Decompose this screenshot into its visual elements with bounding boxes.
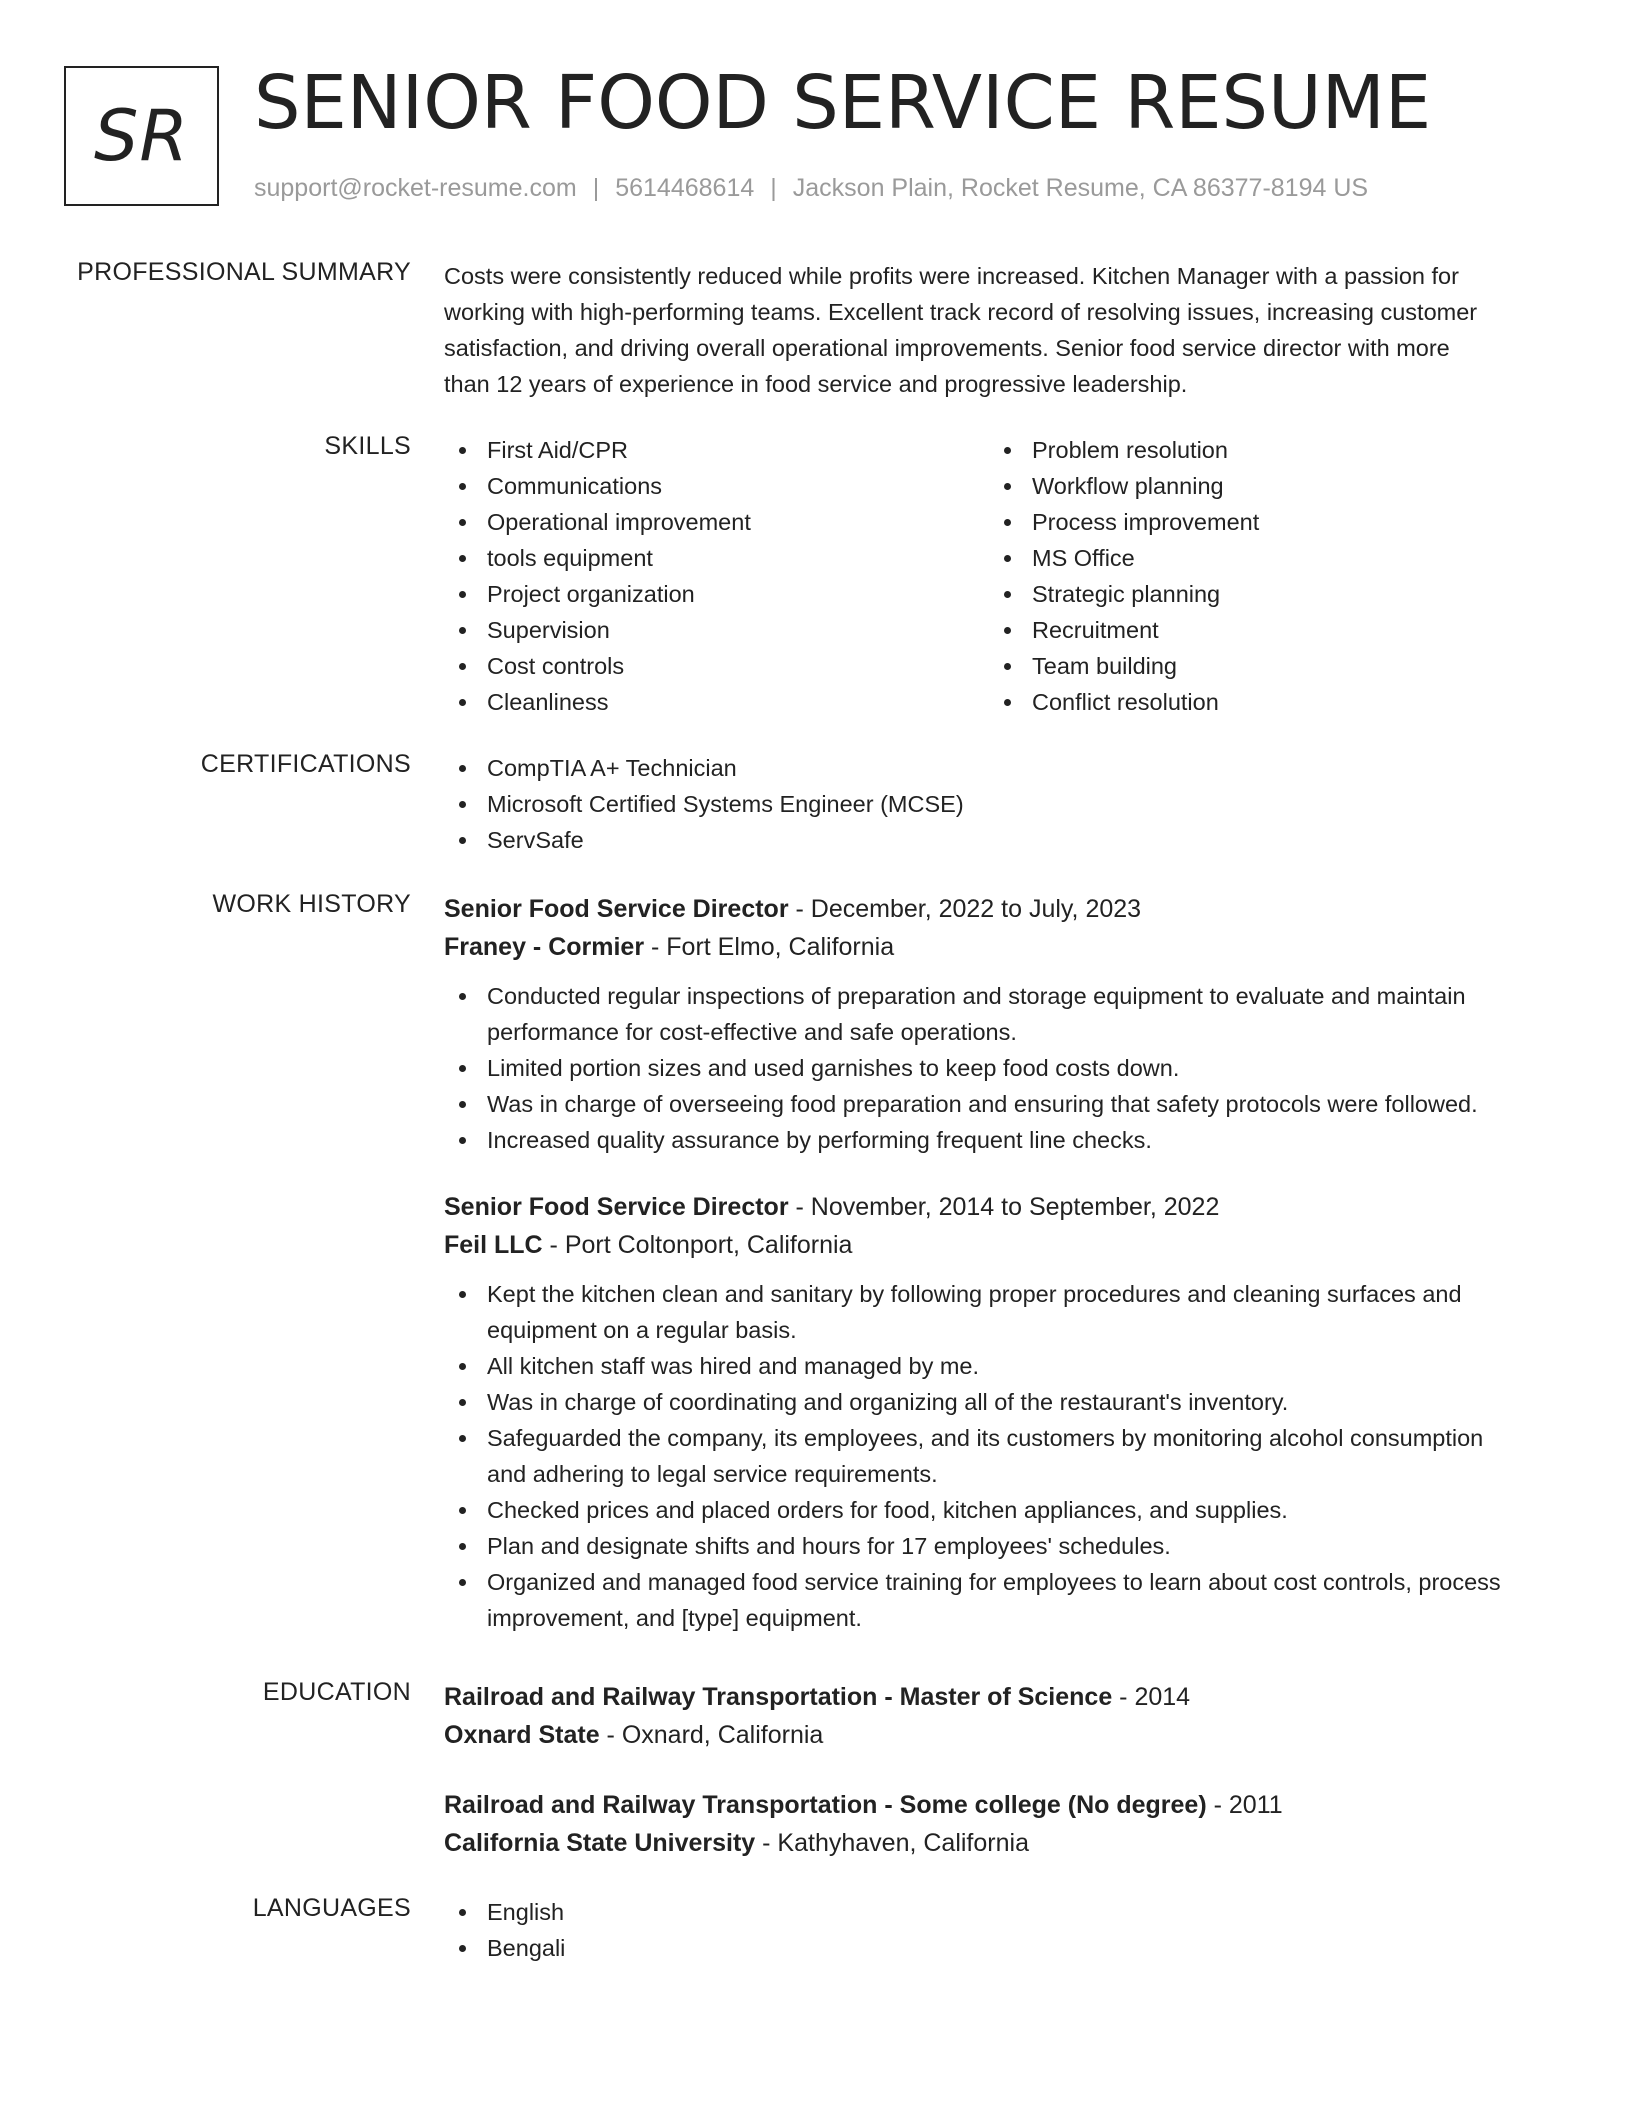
skills-column-left xyxy=(444,432,989,720)
monogram-logo: SR xyxy=(64,66,219,206)
job-company: Feil LLC xyxy=(444,1231,543,1259)
skill-item: Problem resolution xyxy=(989,432,1534,468)
summary-text xyxy=(444,258,1564,402)
education-entry xyxy=(444,1786,1564,1862)
section-title: PROFESSIONAL SUMMARY xyxy=(77,258,411,286)
job-bullet xyxy=(444,1420,1564,1492)
education-degree: Railroad and Railway Transportation - Master of Science xyxy=(444,1683,1113,1711)
summary-line: satisfaction, and driving overall operational improvements. Senior food service director with more xyxy=(444,335,1450,361)
bullet-line: and adhering to legal service requirements. xyxy=(487,1461,938,1487)
summary-line: working with high-performing teams. Excellent track record of resolving issues, increasing customer xyxy=(444,299,1478,325)
job-company-line xyxy=(444,928,1564,966)
summary-line: Costs were consistently reduced while profits were increased. Kitchen Manager with a passion for xyxy=(444,263,1459,289)
languages-list xyxy=(444,1894,1564,1966)
bullet-line: Organized and managed food service training for employees to learn about cost controls, process xyxy=(487,1569,1501,1595)
work-history-body xyxy=(444,890,1564,1636)
skill-item: Workflow planning xyxy=(989,468,1534,504)
skill-item: Strategic planning xyxy=(989,576,1534,612)
job-bullet xyxy=(444,1276,1564,1348)
job-role-line xyxy=(444,1188,1564,1226)
skill-item: Project organization xyxy=(444,576,989,612)
job-location: - Port Coltonport, California xyxy=(542,1231,853,1259)
education-location: - Oxnard, California xyxy=(599,1721,824,1749)
skill-item: tools equipment xyxy=(444,540,989,576)
education-school: California State University xyxy=(444,1829,756,1857)
contact-phone[interactable]: 5614468614 xyxy=(615,174,755,202)
job-dates: - November, 2014 to September, 2022 xyxy=(788,1193,1220,1221)
education-year: - 2011 xyxy=(1206,1791,1283,1819)
resume-header xyxy=(64,60,1584,226)
certification-item: CompTIA A+ Technician xyxy=(444,750,1564,786)
job-role: Senior Food Service Director xyxy=(444,895,789,923)
section-title: WORK HISTORY xyxy=(212,890,411,918)
education-year: - 2014 xyxy=(1112,1683,1191,1711)
job-role-line xyxy=(444,890,1564,928)
job-dates: - December, 2022 to July, 2023 xyxy=(788,895,1142,923)
job-bullet xyxy=(444,1564,1564,1636)
job-bullet: Checked prices and placed orders for food, kitchen appliances, and supplies. xyxy=(444,1492,1564,1528)
section-title: SKILLS xyxy=(324,432,411,460)
job-entry xyxy=(444,890,1564,1158)
skill-item: Recruitment xyxy=(989,612,1534,648)
skill-item: Conflict resolution xyxy=(989,684,1534,720)
education-degree-line xyxy=(444,1678,1564,1716)
job-bullet: Was in charge of overseeing food preparation and ensuring that safety protocols were followed. xyxy=(444,1086,1564,1122)
skill-item: Supervision xyxy=(444,612,989,648)
job-bullet: Plan and designate shifts and hours for 17 employees' schedules. xyxy=(444,1528,1564,1564)
job-bullet: Increased quality assurance by performing frequent line checks. xyxy=(444,1122,1564,1158)
certification-item: Microsoft Certified Systems Engineer (MCSE) xyxy=(444,786,1564,822)
contact-separator: | xyxy=(770,174,777,202)
bullet-line: performance for cost-effective and safe operations. xyxy=(487,1019,1017,1045)
job-bullet: All kitchen staff was hired and managed by me. xyxy=(444,1348,1564,1384)
contact-line xyxy=(254,174,1368,203)
education-location: - Kathyhaven, California xyxy=(755,1829,1029,1857)
job-company-line xyxy=(444,1226,1564,1264)
contact-email[interactable]: support@rocket-resume.com xyxy=(254,174,577,202)
education-school: Oxnard State xyxy=(444,1721,600,1749)
job-bullet: Limited portion sizes and used garnishes to keep food costs down. xyxy=(444,1050,1564,1086)
language-item: English xyxy=(444,1894,1564,1930)
job-location: - Fort Elmo, California xyxy=(644,933,895,961)
skill-item: Operational improvement xyxy=(444,504,989,540)
skill-item: MS Office xyxy=(989,540,1534,576)
contact-separator: | xyxy=(592,174,600,202)
skill-item: Communications xyxy=(444,468,989,504)
language-item: Bengali xyxy=(444,1930,1564,1966)
job-bullets xyxy=(444,1276,1564,1636)
skill-item: Team building xyxy=(989,648,1534,684)
skill-item: First Aid/CPR xyxy=(444,432,989,468)
job-bullet: Was in charge of coordinating and organizing all of the restaurant's inventory. xyxy=(444,1384,1564,1420)
certification-item: ServSafe xyxy=(444,822,1564,858)
job-entry xyxy=(444,1188,1564,1636)
skills-list xyxy=(444,432,1564,720)
summary-line: than 12 years of experience in food service and progressive leadership. xyxy=(444,371,1188,397)
job-bullet xyxy=(444,978,1564,1050)
section-title: CERTIFICATIONS xyxy=(200,750,411,778)
job-bullets xyxy=(444,978,1564,1158)
bullet-line: improvement, and [type] equipment. xyxy=(487,1605,862,1631)
job-role: Senior Food Service Director xyxy=(444,1193,789,1221)
education-school-line xyxy=(444,1716,1564,1754)
contact-address: Jackson Plain, Rocket Resume, CA 86377-8194 US xyxy=(792,174,1369,202)
skill-item: Cost controls xyxy=(444,648,989,684)
education-degree-line xyxy=(444,1786,1564,1824)
bullet-line: Safeguarded the company, its employees, and its customers by monitoring alcohol consumption xyxy=(487,1425,1484,1451)
job-company: Franey - Cormier xyxy=(444,933,645,961)
section-title: LANGUAGES xyxy=(252,1894,411,1922)
certifications-list xyxy=(444,750,1564,858)
education-degree: Railroad and Railway Transportation - Some college (No degree) xyxy=(444,1791,1207,1819)
bullet-line: Kept the kitchen clean and sanitary by following proper procedures and cleaning surfaces and xyxy=(487,1281,1462,1307)
languages-body xyxy=(444,1894,1564,1966)
certifications-body xyxy=(444,750,1564,858)
education-entry xyxy=(444,1678,1564,1754)
skill-item: Cleanliness xyxy=(444,684,989,720)
education-body xyxy=(444,1678,1564,1862)
skills-column-right xyxy=(989,432,1534,720)
education-school-line xyxy=(444,1824,1564,1862)
bullet-line: equipment on a regular basis. xyxy=(487,1317,797,1343)
bullet-line: Conducted regular inspections of preparation and storage equipment to evaluate and maintain xyxy=(487,983,1466,1009)
skill-item: Process improvement xyxy=(989,504,1534,540)
resume-title: SENIOR FOOD SERVICE RESUME xyxy=(254,60,1432,146)
section-title: EDUCATION xyxy=(262,1678,411,1706)
